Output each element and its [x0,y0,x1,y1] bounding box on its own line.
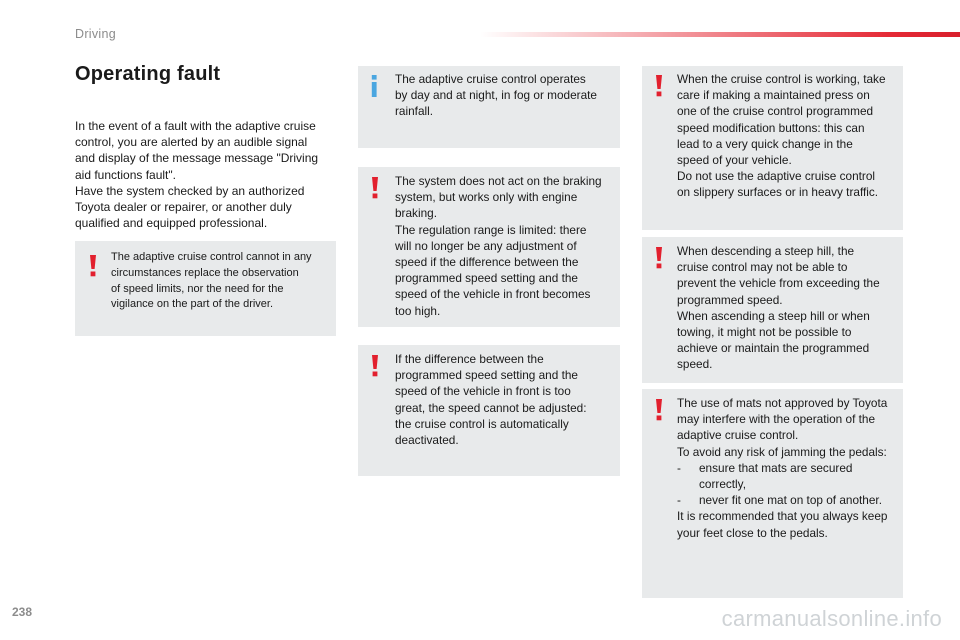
page-title: Operating fault [75,63,221,85]
warning-text-line: towing, it might not be possible to [677,325,852,340]
warning-text-line: speed of your vehicle. [677,153,792,168]
warning-text-line: speed modification buttons: this can [677,120,865,135]
warning-text-line: system, but works only with engine [395,190,578,205]
warning-text-line: It is recommended that you always keep [677,509,888,524]
warning-text-line: great, the speed cannot be adjusted: [395,400,587,415]
warning-text-line: vigilance on the part of the driver. [111,298,274,311]
warning-box-floor-mats [642,389,903,598]
intro-line: aid functions fault". [75,167,176,182]
warning-text-line: will no longer be any adjustment of [395,238,577,253]
list-item [677,492,901,508]
warning-text-line: The use of mats not approved by Toyota [677,396,888,410]
warning-text-line: on slippery surfaces or in heavy traffic. [677,185,879,200]
warning-box-steep-hill [642,237,903,383]
warning-text-line: may interfere with the operation of the [677,412,876,427]
warning-text-line: deactivated. [395,433,459,448]
bullet-marker: - [677,460,681,475]
warning-exclamation-icon [370,177,380,199]
bullet-text-line: ensure that mats are secured [699,460,853,475]
warning-box-engine-braking [358,167,620,327]
info-text-line: rainfall. [395,104,434,119]
warning-exclamation-icon [654,75,664,97]
warning-box-driver-vigilance [75,241,336,336]
warning-text-line: care if making a maintained press on [677,88,870,103]
watermark-text: carmanualsonline.info [721,606,942,631]
warning-text-line: one of the cruise control programmed [677,104,874,119]
warning-text-line: The regulation range is limited: there [395,222,587,237]
warning-text-line: When the cruise control is working, take [677,72,886,86]
intro-line: Toyota dealer or repairer, or another duly [75,200,292,215]
warning-text-line: The system does not act on the braking [395,174,602,188]
warning-text-line: circumstances replace the observation [111,266,299,279]
bullet-marker: - [677,493,681,508]
intro-line: qualified and equipped professional. [75,216,268,231]
bullet-text-line: correctly, [699,477,746,492]
intro-line: and display of the message message "Driving [75,151,319,166]
info-icon [369,75,379,97]
intro-paragraph [75,118,333,231]
info-box-operating-conditions [358,66,620,148]
warning-text-line: programmed speed setting and the [395,271,578,286]
warning-text-line: When ascending a steep hill or when [677,308,870,323]
list-item [677,460,901,492]
warning-text-line: of speed limits, nor the need for the [111,282,284,295]
warning-text-line: If the difference between the [395,352,544,366]
warning-text-line: programmed speed. [677,292,783,307]
warning-text-line: speed if the difference between the [395,255,579,270]
header-accent-bar [480,32,960,37]
warning-text-line: too high. [395,303,441,318]
warning-text-line: When descending a steep hill, the [677,244,855,258]
section-label: Driving [75,27,116,41]
warning-exclamation-icon [654,399,664,421]
bullet-text-line: never fit one mat on top of another. [699,493,882,508]
warning-exclamation-icon [654,247,664,269]
page-number: 238 [12,605,33,619]
intro-line: Have the system checked by an authorized [75,183,305,198]
warning-box-speed-difference [358,345,620,476]
warning-text-line: Do not use the adaptive cruise control [677,169,876,184]
warning-text-line: the cruise control is automatically [395,416,569,431]
warning-text-line: The adaptive cruise control cannot in any [111,251,312,263]
warning-exclamation-icon [88,255,98,277]
info-text-line: by day and at night, in fog or moderate [395,88,597,103]
warning-exclamation-icon [370,355,380,377]
warning-text-line: speed. [677,357,713,372]
intro-line: control, you are alerted by an audible signal [75,135,308,150]
warning-text-line: prevent the vehicle from exceeding the [677,276,880,291]
warning-text-line: lead to a very quick change in the [677,136,853,151]
warning-text-line: To avoid any risk of jamming the pedals: [677,444,887,459]
warning-text-line: your feet close to the pedals. [677,525,828,540]
warning-text-line: adaptive cruise control. [677,428,799,443]
info-text-line: The adaptive cruise control operates [395,72,586,86]
warning-text-line: braking. [395,206,437,221]
warning-text-line: achieve or maintain the programmed [677,341,870,356]
warning-box-speed-buttons [642,66,903,230]
warning-text-line: programmed speed setting and the [395,368,578,383]
warning-text-line: speed of the vehicle in front is too [395,384,571,399]
warning-text-line: cruise control may not be able to [677,260,848,275]
intro-line: In the event of a fault with the adaptive cruise [75,119,316,133]
warning-text-line: speed of the vehicle in front becomes [395,287,591,302]
